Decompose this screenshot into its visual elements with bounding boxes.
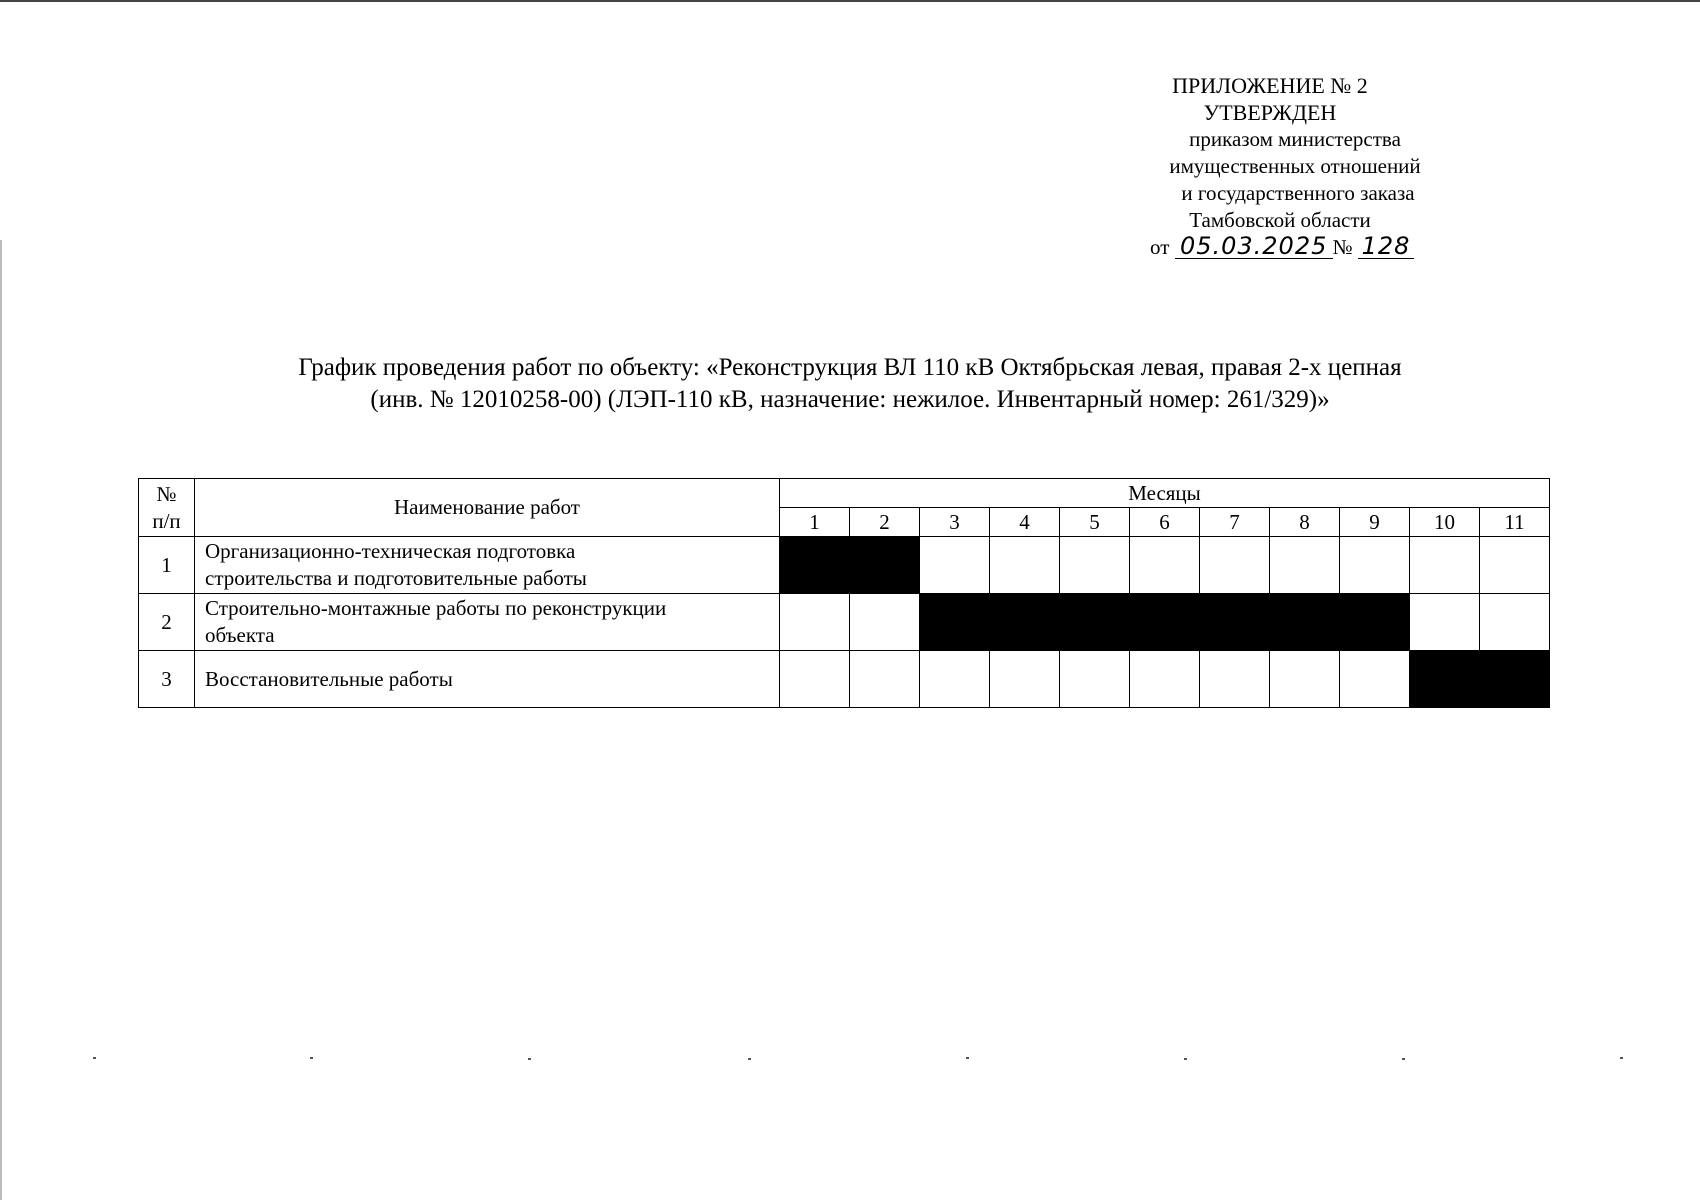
table-row (139, 537, 1550, 594)
gantt-empty-cell (1410, 594, 1480, 651)
approval-line: и государственного заказа (1181, 181, 1415, 205)
row-number: 1 (139, 537, 195, 594)
work-name-line: Строительно-монтажные работы по реконструкции (205, 596, 667, 620)
gantt-bar-cell (1410, 651, 1480, 708)
gantt-empty-cell (1200, 537, 1270, 594)
month-header-7: 7 (1200, 508, 1270, 537)
approval-line: имущественных отношений (1169, 154, 1421, 178)
gantt-empty-cell (1410, 537, 1480, 594)
scan-dot (528, 1058, 531, 1060)
scan-dot (748, 1058, 751, 1060)
gantt-bar-cell (1060, 594, 1130, 651)
month-header-10: 10 (1410, 508, 1480, 537)
gantt-empty-cell (1130, 651, 1200, 708)
approved-label: УТВЕРЖДЕН (1203, 100, 1337, 125)
gantt-empty-cell (1340, 537, 1410, 594)
gantt-empty-cell (990, 537, 1060, 594)
order-date-line (1150, 234, 1414, 261)
gantt-empty-cell (780, 651, 850, 708)
document-title (140, 352, 1560, 416)
gantt-bar-cell (990, 594, 1060, 651)
gantt-bar-cell (1200, 594, 1270, 651)
gantt-empty-cell (920, 537, 990, 594)
gantt-empty-cell (1480, 537, 1550, 594)
header-months: Месяцы (780, 479, 1550, 508)
scan-dot (1184, 1058, 1187, 1060)
gantt-bar-cell (850, 537, 920, 594)
approval-line: приказом министерства (1189, 127, 1401, 151)
date-prefix: от (1150, 235, 1170, 259)
scan-dot (310, 1057, 313, 1059)
approval-block (1110, 72, 1430, 261)
month-header-5: 5 (1060, 508, 1130, 537)
gantt-empty-cell (990, 651, 1060, 708)
work-name-line: Восстановительные работы (205, 666, 453, 691)
row-number: 3 (139, 651, 195, 708)
work-name-line: строительства и подготовительные работы (205, 566, 587, 590)
month-header-3: 3 (920, 508, 990, 537)
month-header-2: 2 (850, 508, 920, 537)
work-schedule-table (138, 478, 1550, 708)
gantt-empty-cell (1200, 651, 1270, 708)
number-prefix: № (1332, 235, 1353, 259)
scan-edge-left (0, 240, 2, 1200)
title-line-1: График проведения работ по объекту: «Реконструкция ВЛ 110 кВ Октябрьская левая, правая 2-х цепная (298, 354, 1402, 381)
month-header-6: 6 (1130, 508, 1200, 537)
gantt-empty-cell (1130, 537, 1200, 594)
gantt-bar-cell (1130, 594, 1200, 651)
scan-edge (0, 0, 1700, 2)
month-header-11: 11 (1480, 508, 1550, 537)
gantt-bar-cell (1340, 594, 1410, 651)
title-line-2: (инв. № 12010258-00) (ЛЭП-110 кВ, назначение: нежилое. Инвентарный номер: 261/329)» (370, 386, 1330, 413)
gantt-empty-cell (920, 651, 990, 708)
row-number: 2 (139, 594, 195, 651)
header-work-name: Наименование работ (195, 479, 780, 537)
order-number-handwritten: 128 (1358, 234, 1414, 259)
gantt-empty-cell (1340, 651, 1410, 708)
gantt-empty-cell (1270, 537, 1340, 594)
work-name (195, 651, 780, 708)
scan-dot (93, 1057, 96, 1059)
table-row (139, 651, 1550, 708)
work-name-line: Организационно-техническая подготовка (205, 539, 576, 563)
gantt-bar-cell (1480, 651, 1550, 708)
gantt-bar-cell (780, 537, 850, 594)
gantt-empty-cell (1060, 537, 1130, 594)
gantt-empty-cell (1060, 651, 1130, 708)
gantt-empty-cell (850, 651, 920, 708)
scan-dot (1620, 1057, 1623, 1059)
approval-line: Тамбовской области (1189, 208, 1371, 232)
gantt-empty-cell (1270, 651, 1340, 708)
month-header-4: 4 (990, 508, 1060, 537)
gantt-bar-cell (1270, 594, 1340, 651)
order-date-handwritten: 05.03.2025 (1175, 234, 1333, 259)
gantt-empty-cell (780, 594, 850, 651)
work-name-line: объекта (205, 623, 275, 647)
gantt-bar-cell (920, 594, 990, 651)
month-header-1: 1 (780, 508, 850, 537)
header-row (139, 479, 1550, 508)
header-number: № п/п (139, 479, 195, 537)
table-row (139, 594, 1550, 651)
month-header-8: 8 (1270, 508, 1340, 537)
gantt-empty-cell (1480, 594, 1550, 651)
gantt-empty-cell (850, 594, 920, 651)
month-header-9: 9 (1340, 508, 1410, 537)
scan-dot (1402, 1058, 1405, 1060)
scan-dot (966, 1057, 969, 1059)
appendix-number: ПРИЛОЖЕНИЕ № 2 (1172, 73, 1368, 98)
work-name (195, 594, 780, 651)
work-name (195, 537, 780, 594)
